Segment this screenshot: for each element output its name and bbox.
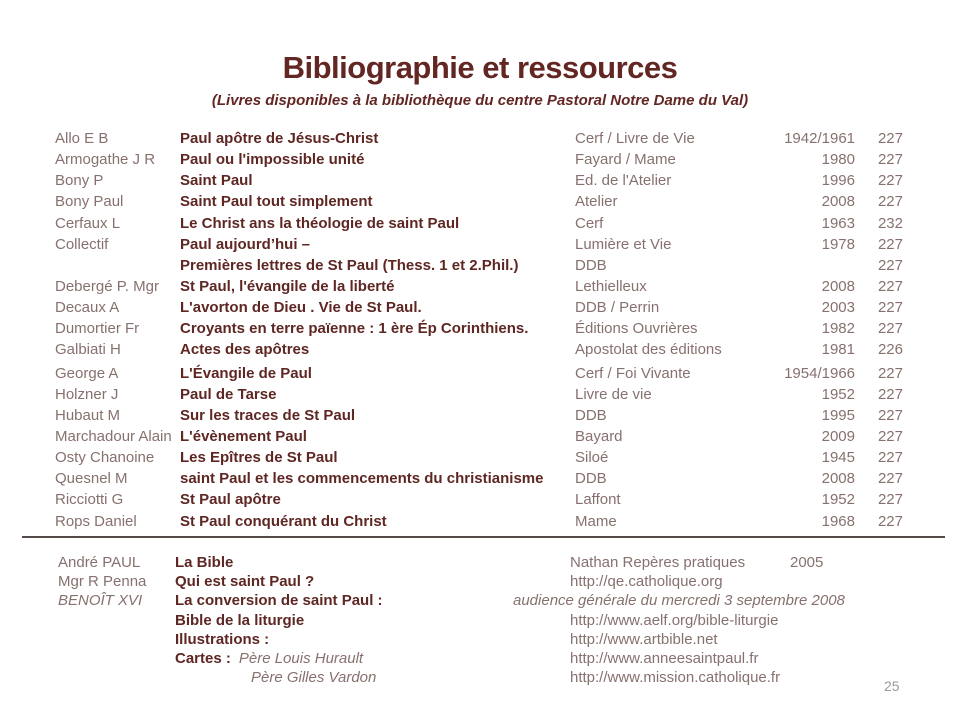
cell-author: Armogathe J R [55,151,156,169]
cell-pages: 227 [877,449,903,467]
cell-publisher: Bayard [575,428,623,446]
cell-author: Cerfaux L [55,214,121,232]
link-url[interactable]: http://www.artbible.net [570,630,718,648]
cell-title: St Paul apôtre [180,491,281,509]
table-row [55,276,905,297]
cell-title: St Paul, l'évangile de la liberté [180,278,395,296]
table-row [55,384,905,405]
cell-publisher: Livre de vie [575,385,652,403]
table-row [55,128,905,149]
cell-pages: 227 [877,385,903,403]
cell-title: L'évènement Paul [180,428,307,446]
cell-pages: 227 [877,130,903,148]
cell-year: 1980 [821,151,855,169]
cell-title: Sur les traces de St Paul [180,406,356,424]
cell-author: Quesnel M [55,470,128,488]
cell-publisher: Apostolat des éditions [575,341,722,359]
table-row [55,447,905,468]
cell-year: 1982 [821,320,855,338]
cell-year: 2005 [790,554,824,572]
cell-publisher: Nathan Repères pratiques [570,554,746,572]
cell-author: Osty Chanoine [55,449,155,467]
cell-publisher: DDB [575,256,607,274]
cell-publisher: DDB [575,406,607,424]
cell-pages: 227 [877,320,903,338]
cell-author: Bony Paul [55,193,124,211]
cell-title: Saint Paul tout simplement [180,193,373,211]
cell-pages: 227 [877,172,903,190]
cell-author: George A [55,364,119,382]
cell-title: St Paul conquérant du Christ [180,512,387,530]
cell-title: Saint Paul [180,172,253,190]
table-row [55,297,905,318]
cell-year: 1963 [821,214,855,232]
list-item [58,611,928,630]
cell-title: Paul de Tarse [180,385,277,403]
cell-pages: 227 [877,406,903,424]
cell-title: saint Paul et les commencements du christianisme [180,470,544,488]
cell-year: 1996 [821,172,855,190]
cell-year: 1995 [821,406,855,424]
table-row [55,213,905,234]
cell-title: Bible de la liturgie [175,611,305,629]
table-row [55,191,905,212]
cell-publisher: Lumière et Vie [575,235,672,253]
cell-title-names: Père Gilles Vardon [251,669,377,687]
cell-publisher: Cerf [575,214,604,232]
cell-title: Le Christ ans la théologie de saint Paul [180,214,460,232]
cell-pages: 226 [877,341,903,359]
table-row [55,339,905,360]
list-item [58,553,928,572]
cell-pages: 227 [877,235,903,253]
cell-publisher: audience générale du mercredi 3 septembre 2008 [513,592,845,610]
cell-title: Les Epîtres de St Paul [180,449,338,467]
cell-year: 1954/1966 [784,364,855,382]
cell-publisher: Cerf / Foi Vivante [575,364,691,382]
cell-publisher: Siloé [575,449,609,467]
cell-title: Croyants en terre païenne : 1 ère Ép Corinthiens. [180,320,529,338]
cell-publisher: Fayard / Mame [575,151,676,169]
bibliography-table [55,128,905,532]
cell-year: 2008 [821,278,855,296]
cell-publisher: Cerf / Livre de Vie [575,130,695,148]
cell-author: Galbiati H [55,341,121,359]
cell-title: Paul aujourd’hui – [180,235,311,253]
cell-year: 1952 [821,385,855,403]
cell-title: Cartes : Père Louis Hurault [175,650,364,668]
table-row [55,511,905,532]
cell-pages: 227 [877,512,903,530]
cell-publisher: Lethielleux [575,278,647,296]
cell-title: La conversion de saint Paul : [175,592,383,610]
cell-author: Holzner J [55,385,119,403]
table-row [55,426,905,447]
resources-section [58,553,928,687]
table-row [55,149,905,170]
cell-author: Marchadour Alain [55,428,172,446]
cell-author: Hubaut M [55,406,121,424]
cell-pages: 227 [877,193,903,211]
cell-year: 2003 [821,299,855,317]
page-subtitle: (Livres disponibles à la bibliothèque du centre Pastoral Notre Dame du Val) [211,92,749,109]
cell-title-names: Père Louis Hurault [238,650,364,668]
cell-author: Collectif [55,235,109,253]
cell-pages: 227 [877,278,903,296]
table-row [55,255,905,276]
cell-title: Premières lettres de St Paul (Thess. 1 et 2.Phil.) [180,256,519,274]
cell-title: L'Évangile de Paul [180,364,312,382]
cell-title: Qui est saint Paul ? [175,573,315,591]
cell-publisher: Mame [575,512,617,530]
cell-pages: 227 [877,491,903,509]
cell-year: 1968 [821,512,855,530]
cell-publisher: Éditions Ouvrières [575,320,698,338]
list-item [58,668,928,687]
link-url[interactable]: http://www.aelf.org/bible-liturgie [570,611,779,629]
cell-pages: 227 [877,428,903,446]
list-item [58,572,928,591]
link-url[interactable]: http://www.anneesaintpaul.fr [570,650,759,668]
table-row [55,170,905,191]
table-row [55,234,905,255]
cell-publisher: Laffont [575,491,621,509]
cell-pages: 227 [877,364,903,382]
cell-year: 2008 [821,470,855,488]
link-url[interactable]: http://qe.catholique.org [570,573,723,591]
cell-pages: 227 [877,299,903,317]
list-item [58,630,928,649]
cell-publisher: DDB / Perrin [575,299,660,317]
cell-author: Debergé P. Mgr [55,278,159,296]
table-row [55,318,905,339]
table-row [55,363,905,384]
cell-title: Actes des apôtres [180,341,310,359]
cell-author: Rops Daniel [55,512,137,530]
cell-author: Allo E B [55,130,109,148]
cell-year: 1945 [821,449,855,467]
cell-year: 1942/1961 [784,130,855,148]
cell-year: 1952 [821,491,855,509]
cell-title: Paul ou l'impossible unité [180,151,365,169]
cell-pages: 227 [877,256,903,274]
cell-pages: 232 [877,214,903,232]
cell-author: Mgr R Penna [58,573,147,591]
table-row [55,489,905,510]
cell-publisher: DDB [575,470,607,488]
cell-author: André PAUL [58,554,141,572]
cell-author: Dumortier Fr [55,320,140,338]
cell-year: 1981 [821,341,855,359]
section-divider [22,536,945,538]
cell-title: Illustrations : [175,630,270,648]
cell-author: Bony P [55,172,104,190]
cell-author: Decaux A [55,299,120,317]
cell-pages: 227 [877,470,903,488]
link-url[interactable]: http://www.mission.catholique.fr [570,669,781,687]
cell-publisher: Atelier [575,193,618,211]
cell-title [175,669,570,686]
cell-title: Paul apôtre de Jésus-Christ [180,130,379,148]
cell-year: 1978 [821,235,855,253]
list-item [58,591,928,610]
cell-pages: 227 [877,151,903,169]
cell-title: La Bible [175,554,234,572]
page-number: 25 [884,678,900,694]
cell-author: BENOÎT XVI [58,592,143,610]
cell-author: Ricciotti G [55,491,124,509]
cell-year: 2009 [821,428,855,446]
table-row [55,468,905,489]
cell-publisher: Ed. de l'Atelier [575,172,672,190]
list-item [58,649,928,668]
cell-title: L'avorton de Dieu . Vie de St Paul. [180,299,422,317]
page-title: Bibliographie et ressources [282,50,678,85]
cell-year: 2008 [821,193,855,211]
table-row [55,405,905,426]
